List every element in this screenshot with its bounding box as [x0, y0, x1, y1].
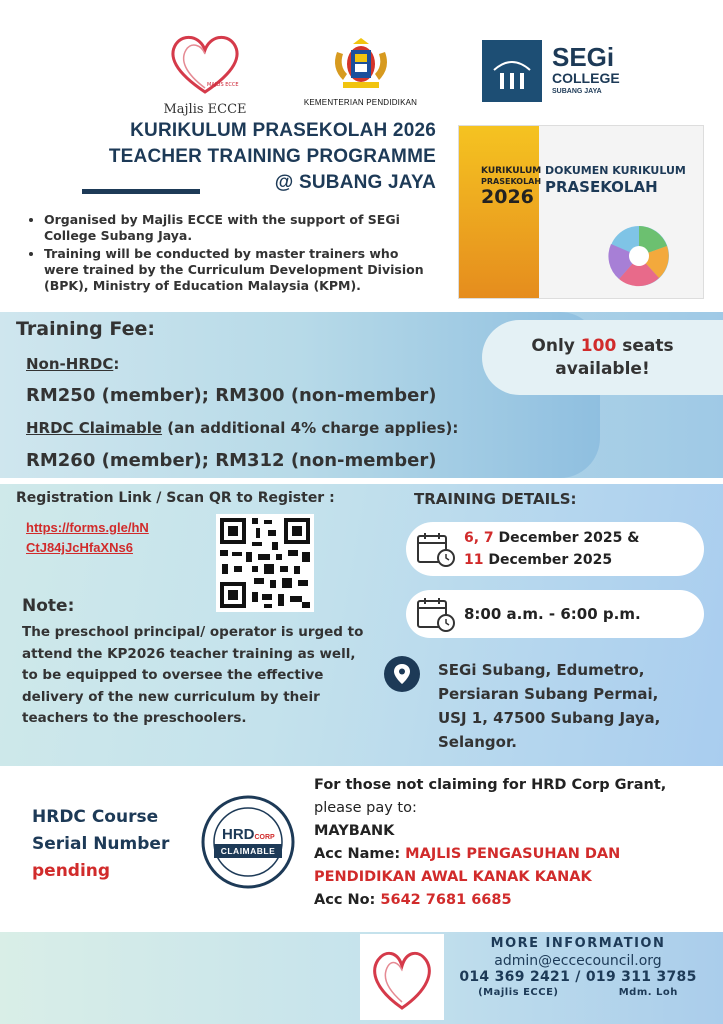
kpm-logo — [298, 34, 423, 112]
registration-link-line-2: CtJ84jJcHfaXNs6 — [26, 540, 133, 555]
contact-names — [448, 987, 708, 998]
cover-doc-line-1: DOKUMEN KURIKULUM — [545, 164, 686, 177]
registration-qr-code[interactable] — [216, 514, 314, 612]
fee-heading: Training Fee: — [16, 318, 155, 340]
bullet-item: • Training will be conducted by master trainers who were trained by the Curriculum Development Division (BPK), Ministry of Education Malaysia (KPM). — [44, 246, 430, 294]
note-heading: Note: — [22, 596, 75, 616]
payment-bank: MAYBANK — [314, 823, 395, 839]
address-line: SEGi Subang, Edumetro, — [438, 661, 645, 679]
cover-prasekolah-small: PRASEKOLAH — [481, 177, 542, 186]
seats-pill — [482, 320, 723, 395]
seats-suffix: seats — [616, 335, 674, 356]
footer-logo — [360, 934, 444, 1020]
dates-part-a: 6, 7 — [464, 530, 494, 546]
non-hrdc-value: RM250 (member); RM300 (non-member) — [26, 385, 437, 406]
payment-acc-name-row — [314, 843, 714, 866]
acc-name-label: Acc Name: — [314, 846, 406, 862]
hrdc-serial-block — [32, 804, 169, 885]
hrdc-value: RM260 (member); RM312 (non-member) — [26, 450, 437, 471]
dates-text — [464, 527, 639, 571]
dates-part-c: 11 — [464, 552, 484, 568]
svg-text:MAJLIS ECCE: MAJLIS ECCE — [207, 82, 239, 88]
title-block — [50, 120, 436, 194]
contact-phones[interactable]: 014 369 2421 / 019 311 3785 — [459, 969, 697, 985]
address-line: USJ 1, 47500 Subang Jaya, — [438, 709, 661, 727]
seats-count: 100 — [580, 335, 617, 356]
acc-name-2: PENDIDIKAN AWAL KANAK KANAK — [314, 869, 592, 885]
payment-line-2: please pay to: — [314, 800, 417, 816]
segi-name: SEGi — [552, 42, 615, 72]
bullet-item: • Organised by Majlis ECCE with the support of SEGi College Subang Jaya. — [44, 212, 430, 244]
segi-college: COLLEGE — [552, 70, 620, 86]
hrdc-line-1: HRDC Course — [32, 807, 159, 827]
intro-bullets — [30, 212, 430, 296]
badge-corp-text: CORP — [254, 834, 275, 841]
qr-code-icon — [216, 514, 314, 612]
details-heading: TRAINING DETAILS: — [414, 490, 577, 508]
title-divider — [82, 189, 200, 194]
venue-address — [438, 658, 660, 754]
non-hrdc-label-row — [26, 354, 119, 373]
dates-pill — [406, 522, 704, 576]
seats-line-2: available! — [555, 358, 650, 379]
coat-of-arms-icon — [321, 34, 401, 94]
title-line-3: @ SUBANG JAYA — [274, 172, 436, 193]
contact-who-1: (Majlis ECCE) — [478, 987, 559, 998]
badge-hrd — [222, 826, 275, 843]
calendar-clock-icon — [416, 530, 456, 568]
badge-claimable: CLAIMABLE — [220, 846, 276, 856]
map-pin-icon — [384, 656, 420, 692]
title-line-2: TEACHER TRAINING PROGRAMME — [108, 146, 436, 167]
curriculum-cover-image — [458, 125, 704, 299]
hrdc-label: HRDC Claimable — [26, 419, 163, 437]
acc-name-1: MAJLIS PENGASUHAN DAN — [405, 846, 621, 862]
hrdc-line-2: Serial Number — [32, 834, 170, 854]
curriculum-wheel-icon — [589, 216, 689, 296]
time-text: 8:00 a.m. - 6:00 p.m. — [464, 605, 641, 623]
note-body: The preschool principal/ operator is urged to attend the KP2026 teacher training as well, to be equipped to oversee the effective delivery of the new curriculum by their teachers to the preschoolers. — [22, 624, 364, 726]
cover-left-panel — [459, 126, 542, 299]
kpm-text: KEMENTERIAN PENDIDIKAN — [303, 98, 418, 107]
hrdc-label-row — [26, 418, 458, 437]
acc-no-label: Acc No: — [314, 892, 381, 908]
majlis-logo-text: Majlis ECCE — [163, 102, 247, 117]
location-icon — [384, 656, 420, 692]
more-info-block — [448, 936, 708, 998]
heart-logo-icon — [360, 934, 444, 1020]
dates-part-d: December 2025 — [483, 552, 613, 568]
calendar-clock-icon — [416, 595, 456, 633]
address-line: Selangor. — [438, 733, 517, 751]
dates-part-b: December 2025 & — [493, 530, 640, 546]
payment-acc-no-row — [314, 889, 714, 912]
time-pill — [406, 590, 704, 638]
badge-hrd-text: HRD — [222, 826, 255, 843]
payment-line-1: For those not claiming for HRD Corp Grant, — [314, 777, 667, 793]
acc-no: 5642 7681 6685 — [380, 892, 512, 908]
registration-heading: Registration Link / Scan QR to Register : — [16, 490, 335, 506]
seats-prefix: Only — [531, 335, 581, 356]
contact-who-2: Mdm. Loh — [618, 987, 678, 998]
heart-logo-icon — [150, 28, 260, 98]
segi-logo — [482, 40, 632, 102]
registration-link[interactable] — [26, 518, 149, 558]
title-line-1: KURIKULUM PRASEKOLAH 2026 — [130, 120, 436, 141]
segi-emblem — [482, 40, 542, 102]
non-hrdc-colon: : — [113, 355, 120, 373]
hrdc-note: (an additional 4% charge applies): — [162, 419, 459, 437]
hrdc-status: pending — [32, 861, 111, 881]
more-info-heading: MORE INFORMATION — [490, 936, 666, 951]
payment-info — [314, 774, 714, 912]
contact-email[interactable]: admin@eccecouncil.org — [494, 953, 662, 969]
segi-campus: SUBANG JAYA — [552, 88, 602, 95]
majlis-ecce-logo — [150, 28, 260, 117]
cover-kurikulum: KURIKULUM — [481, 166, 542, 176]
registration-link-line-1: https://forms.gle/hN — [26, 520, 149, 535]
building-icon — [482, 40, 542, 102]
cover-year: 2026 — [481, 186, 534, 208]
non-hrdc-label: Non-HRDC — [26, 355, 114, 373]
hrd-corp-claimable-badge — [200, 794, 296, 890]
cover-doc-line-2: PRASEKOLAH — [545, 178, 658, 196]
address-line: Persiaran Subang Permai, — [438, 685, 659, 703]
